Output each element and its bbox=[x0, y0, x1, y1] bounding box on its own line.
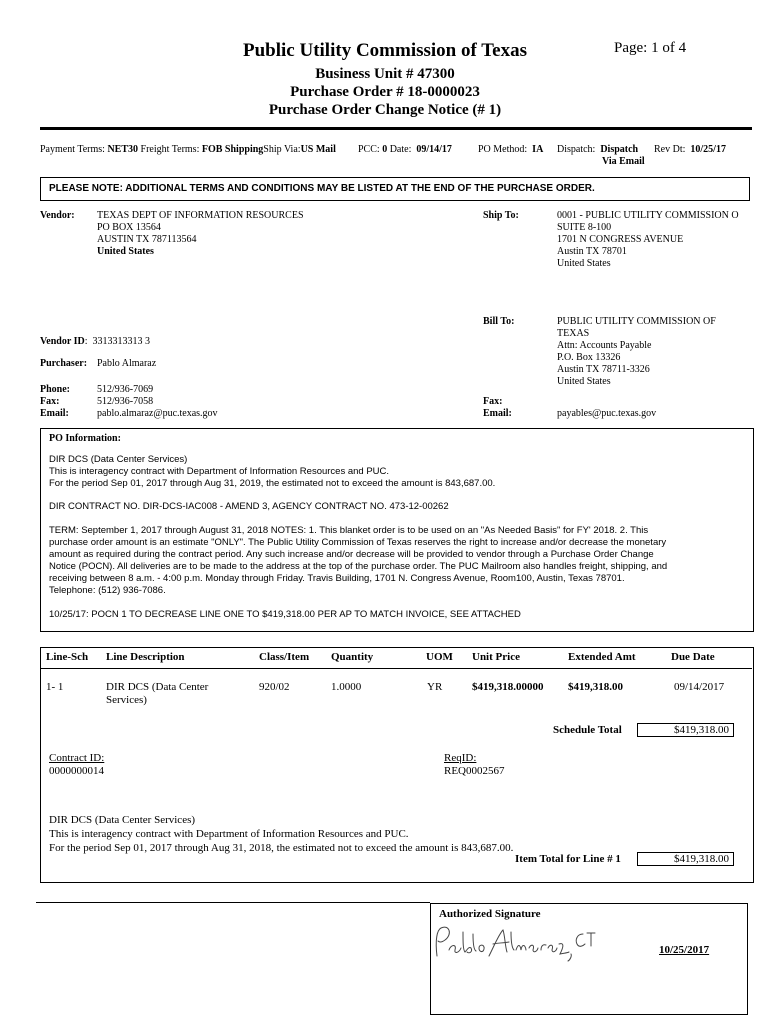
rev-date bbox=[654, 144, 726, 155]
pcc-value: 0 bbox=[382, 144, 388, 155]
vendor-label: Vendor: bbox=[40, 210, 75, 221]
po-information-box bbox=[40, 428, 754, 632]
ship-via-label: Ship Via: bbox=[263, 144, 301, 155]
vendor-address-line: TEXAS DEPT OF INFORMATION RESOURCES bbox=[97, 210, 304, 221]
col-header-line-description: Line Description bbox=[106, 651, 185, 663]
payment-terms-value: NET30 bbox=[107, 144, 139, 155]
phone-value: 512/936-7069 bbox=[97, 384, 154, 395]
line-notes-line: This is interagency contract with Department of Information Resources and PUC. bbox=[49, 828, 409, 840]
po-info-label: PO Information: bbox=[49, 433, 121, 444]
ship-to-line: 0001 - PUBLIC UTILITY COMMISSION O bbox=[557, 210, 739, 221]
row-description bbox=[106, 681, 208, 707]
authorized-signature-box bbox=[430, 903, 748, 1015]
vendor-country: United States bbox=[97, 246, 154, 257]
terms-note-box bbox=[40, 177, 750, 201]
pcc-date bbox=[358, 144, 452, 155]
header-rule bbox=[40, 127, 752, 130]
fax-value: 512/936-7058 bbox=[97, 396, 154, 407]
row-description-line: Services) bbox=[106, 694, 147, 706]
bill-to-line: Attn: Accounts Payable bbox=[557, 340, 652, 351]
reqid-label: ReqID: bbox=[444, 752, 477, 764]
ship-to-line: Austin TX 78701 bbox=[557, 246, 627, 257]
signature-divider bbox=[36, 902, 430, 903]
row-class-item: 920/02 bbox=[259, 681, 290, 693]
bill-to-line: TEXAS bbox=[557, 328, 590, 339]
po-info-line: amount as required during the contract period. Any such increase and/or decrease will be provided to vendor through a Purchase Order Change bbox=[49, 549, 654, 560]
po-info-line: receiving between 8 a.m. - 4:00 p.m. Monday through Friday. Travis Building, 1701 N. Congress Avenue, Room100, Austin, Texas 78701. bbox=[49, 573, 625, 584]
schedule-total-label: Schedule Total bbox=[553, 724, 622, 736]
line-notes-line: For the period Sep 01, 2017 through Aug 31, 2018, the estimated not to exceed the amount is 843,687.00. bbox=[49, 842, 514, 854]
purchaser-label: Purchaser: bbox=[40, 358, 88, 369]
po-info-line: Notice (POCN). All deliveries are to be made to the address at the top of the purchase order. The PUC Mailroom also handles freight, shipping, and bbox=[49, 561, 668, 572]
freight-terms-value: FOB Shipping bbox=[201, 144, 264, 155]
ship-to-line: United States bbox=[557, 258, 611, 269]
date-value: 09/14/17 bbox=[416, 144, 452, 155]
ship-to-line: 1701 N CONGRESS AVENUE bbox=[557, 234, 684, 245]
bill-to-address bbox=[557, 316, 716, 388]
item-total-value: $419,318.00 bbox=[637, 852, 734, 866]
vendor-id-label: Vendor ID bbox=[40, 336, 85, 347]
bill-to-label: Bill To: bbox=[483, 316, 515, 327]
line-notes-line: DIR DCS (Data Center Services) bbox=[49, 814, 196, 826]
row-due-date: 09/14/2017 bbox=[674, 681, 725, 693]
bill-email-value: payables@puc.texas.gov bbox=[557, 408, 657, 419]
ship-via-value: US Mail bbox=[300, 144, 336, 155]
schedule-total-value: $419,318.00 bbox=[637, 723, 734, 737]
bill-to-line: Austin TX 78711-3326 bbox=[557, 364, 650, 375]
purchase-order-number: Purchase Order # 18-0000023 bbox=[290, 84, 480, 100]
terms-note: PLEASE NOTE: ADDITIONAL TERMS AND CONDITIONS MAY BE LISTED AT THE END OF THE PURCHASE ORDER. bbox=[49, 183, 595, 194]
row-quantity: 1.0000 bbox=[331, 681, 362, 693]
handwritten-signature bbox=[433, 920, 603, 969]
po-info-paragraph-2 bbox=[49, 501, 449, 513]
authorized-signature-label: Authorized Signature bbox=[439, 908, 541, 920]
col-header-class-item: Class/Item bbox=[259, 651, 310, 663]
rev-date-label: Rev Dt: bbox=[654, 144, 686, 155]
dispatch-value: Dispatch bbox=[600, 144, 639, 155]
row-uom: YR bbox=[427, 681, 443, 693]
phone-label: Phone: bbox=[40, 384, 70, 395]
terms-row bbox=[40, 144, 336, 155]
dispatch bbox=[557, 144, 638, 155]
vendor-address-line: AUSTIN TX 787113564 bbox=[97, 234, 197, 245]
bill-email-label: Email: bbox=[483, 408, 512, 419]
row-description-line: DIR DCS (Data Center bbox=[106, 681, 209, 693]
bill-to-line: United States bbox=[557, 376, 611, 387]
po-info-line: This is interagency contract with Department of Information Resources and PUC. bbox=[49, 466, 390, 477]
col-header-due-date: Due Date bbox=[671, 651, 715, 663]
reqid-value: REQ0002567 bbox=[444, 765, 505, 777]
contract-id-value: 0000000014 bbox=[49, 765, 104, 777]
vendor-id-value: 3313313313 3 bbox=[92, 336, 151, 347]
bill-fax-label: Fax: bbox=[483, 396, 503, 407]
contract-id-label: Contract ID: bbox=[49, 752, 105, 764]
po-info-line: purchase order amount is an estimate "ONLY". The Public Utility Commission of Texas reserves the right to increase and/or decrease the monetary bbox=[49, 537, 667, 548]
signature-date: 10/25/2017 bbox=[659, 944, 710, 956]
po-info-paragraph-3 bbox=[49, 525, 667, 597]
vendor-address bbox=[97, 210, 304, 258]
email-label: Email: bbox=[40, 408, 69, 419]
po-info-paragraph-4 bbox=[49, 609, 521, 621]
po-info-line: Telephone: (512) 936-7086. bbox=[49, 585, 166, 596]
purchaser-value: Pablo Almaraz bbox=[97, 358, 157, 369]
ship-to-address bbox=[557, 210, 739, 270]
fax-label: Fax: bbox=[40, 396, 60, 407]
row-unit-price: $419,318.00000 bbox=[472, 681, 544, 693]
change-notice: Purchase Order Change Notice (# 1) bbox=[268, 102, 502, 118]
line-items-box bbox=[40, 647, 754, 883]
business-unit: Business Unit # 47300 bbox=[315, 66, 455, 82]
ship-to-line: SUITE 8-100 bbox=[557, 222, 612, 233]
table-header-rule bbox=[41, 668, 752, 669]
row-line-sch: 1- 1 bbox=[46, 681, 64, 693]
po-method-label: PO Method: bbox=[478, 144, 528, 155]
vendor-address-line: PO BOX 13564 bbox=[97, 222, 161, 233]
col-header-unit-price: Unit Price bbox=[472, 651, 520, 663]
dispatch-label: Dispatch: bbox=[557, 144, 596, 155]
bill-to-line: PUBLIC UTILITY COMMISSION OF bbox=[557, 316, 716, 327]
dispatch-via: Via Email bbox=[602, 156, 645, 167]
date-label: Date: bbox=[389, 144, 412, 155]
vendor-id: Vendor ID: 3313313313 3 bbox=[40, 336, 151, 347]
po-info-line: DIR DCS (Data Center Services) bbox=[49, 454, 188, 465]
payment-terms-label: Payment Terms: bbox=[40, 144, 105, 155]
rev-date-value: 10/25/17 bbox=[690, 144, 726, 155]
col-header-line-sch: Line-Sch bbox=[46, 651, 89, 663]
col-header-uom: UOM bbox=[426, 651, 453, 663]
po-method-value: IA bbox=[532, 144, 544, 155]
line-description-notes bbox=[49, 813, 513, 855]
item-total-label: Item Total for Line # 1 bbox=[515, 853, 621, 865]
document-title: Public Utility Commission of Texas bbox=[243, 40, 527, 61]
bill-to-line: P.O. Box 13326 bbox=[557, 352, 621, 363]
po-info-line: 10/25/17: POCN 1 TO DECREASE LINE ONE TO $419,318.00 PER AP TO MATCH INVOICE, SEE ATTACHED bbox=[49, 609, 521, 620]
po-info-line: DIR CONTRACT NO. DIR-DCS-IAC008 - AMEND 3, AGENCY CONTRACT NO. 473-12-00262 bbox=[49, 501, 449, 512]
po-info-paragraph-1 bbox=[49, 454, 495, 490]
pcc-label: PCC: bbox=[358, 144, 380, 155]
row-extended-amt: $419,318.00 bbox=[568, 681, 623, 693]
page-number: Page: 1 of 4 bbox=[614, 40, 687, 56]
po-method bbox=[478, 144, 543, 155]
po-info-line: For the period Sep 01, 2017 through Aug 31, 2019, the estimated not to exceed the amount is 843,687.00. bbox=[49, 478, 496, 489]
freight-terms-label: Freight Terms: bbox=[140, 144, 200, 155]
col-header-quantity: Quantity bbox=[331, 651, 374, 663]
email-value: pablo.almaraz@puc.texas.gov bbox=[97, 408, 218, 419]
ship-to-label: Ship To: bbox=[483, 210, 519, 221]
col-header-extended-amt: Extended Amt bbox=[568, 651, 636, 663]
po-info-line: TERM: September 1, 2017 through August 31, 2018 NOTES: 1. This blanket order is to be used on an "As Needed Basis" for FY' 2018. 2. This bbox=[49, 525, 649, 536]
